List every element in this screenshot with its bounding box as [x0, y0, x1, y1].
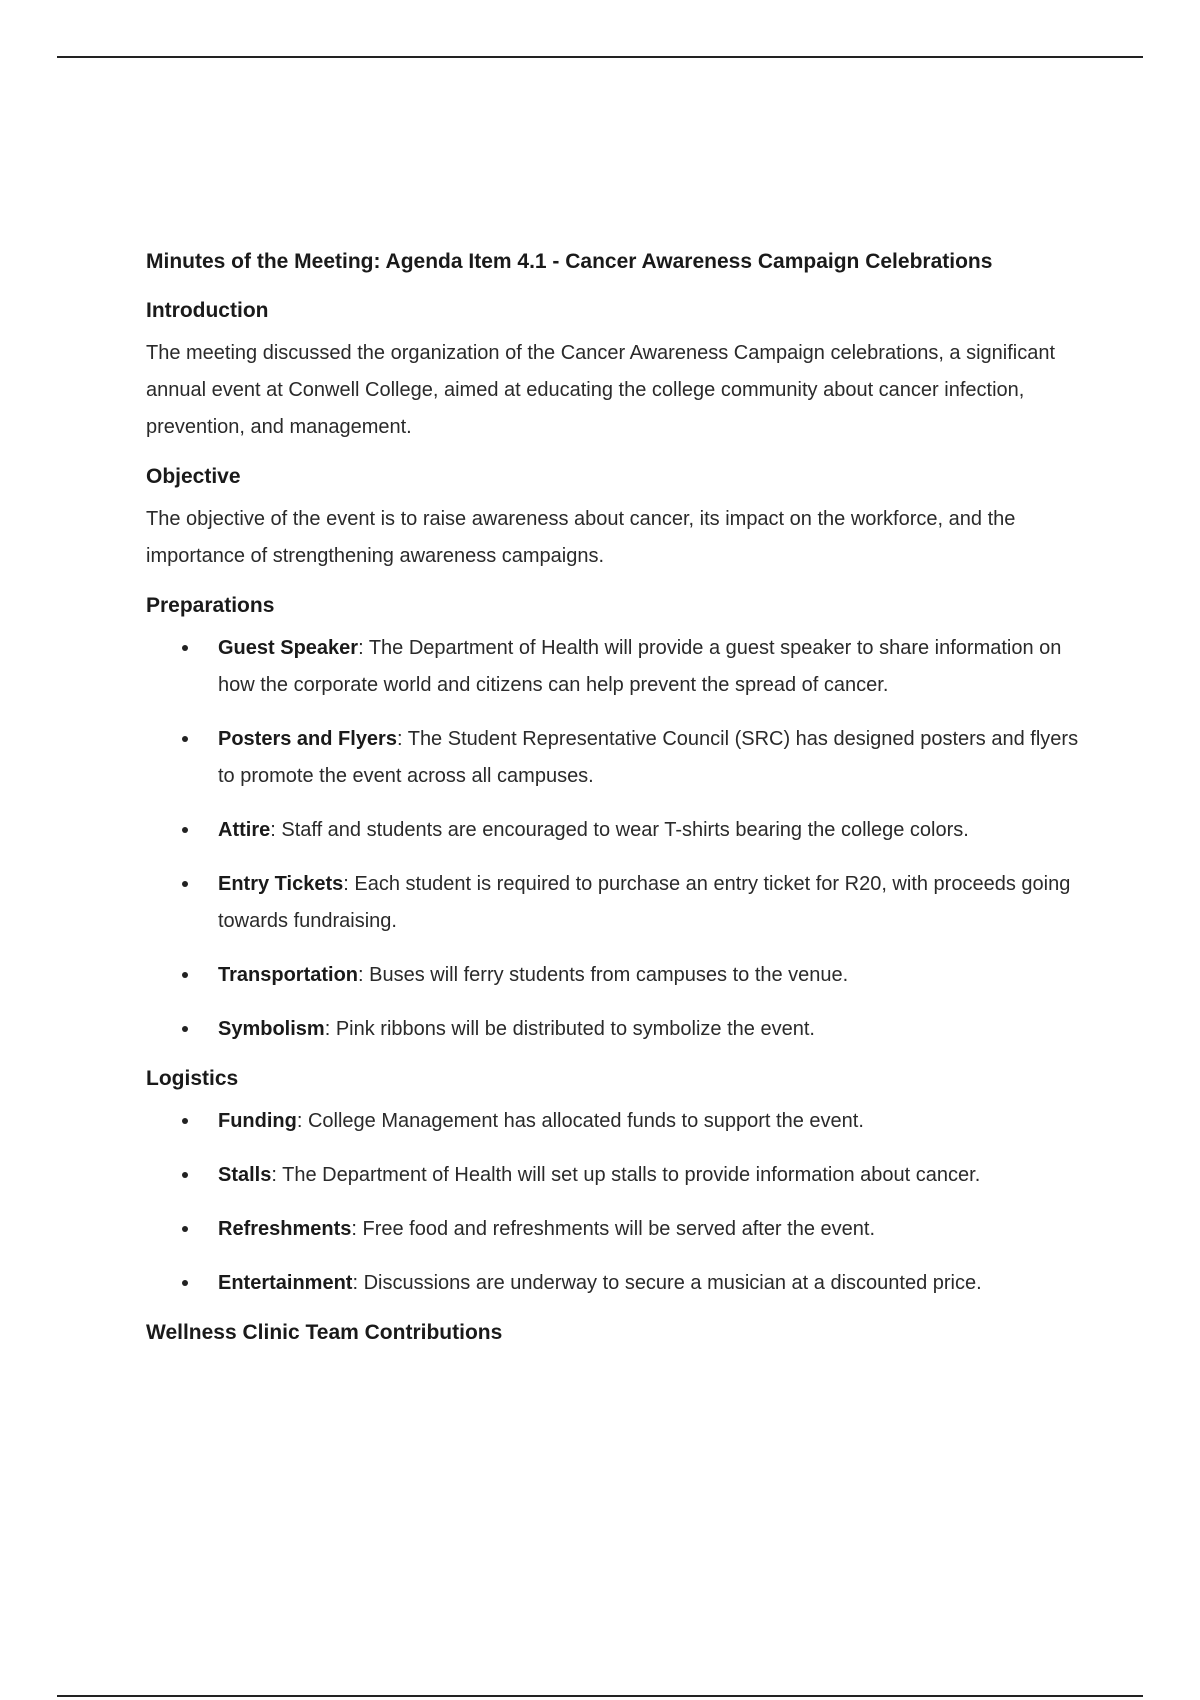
bullet-icon [182, 827, 188, 833]
introduction-text: The meeting discussed the organization of the Cancer Awareness Campaign celebrations, a significant annual event at Conwell College, aimed at educating the college community about cancer infection, prevention, and management. [146, 342, 1056, 438]
bullet-icon [182, 1026, 188, 1032]
item-text: : The Department of Health will set up stalls to provide information about cancer. [271, 1164, 981, 1186]
list-item [146, 630, 1086, 704]
objective-heading: Objective [146, 465, 241, 488]
preparations-list [146, 630, 1086, 1048]
objective-text: The objective of the event is to raise awareness about cancer, its impact on the workforce, and the importance of strengthening awareness campaigns. [146, 508, 1016, 567]
footer-rule [57, 1695, 1143, 1697]
item-term: Funding [218, 1110, 297, 1132]
item-text: : The Student Representative Council (SRC) has designed posters and flyers to promote the event across all campuses. [218, 728, 1079, 787]
item-term: Entry Tickets [218, 873, 344, 895]
list-item [146, 1265, 1086, 1302]
list-item [146, 866, 1086, 940]
logistics-list [146, 1103, 1086, 1302]
list-item [146, 812, 1086, 849]
item-term: Posters and Flyers [218, 728, 397, 750]
preparations-heading: Preparations [146, 594, 275, 617]
item-text: : Buses will ferry students from campuses to the venue. [358, 964, 849, 986]
bullet-icon [182, 736, 188, 742]
list-item [146, 721, 1086, 795]
list-item [146, 1103, 1086, 1140]
list-item [146, 1211, 1086, 1248]
item-text: : Each student is required to purchase an entry ticket for R20, with proceeds going towards fundraising. [218, 873, 1071, 932]
item-term: Entertainment [218, 1272, 353, 1294]
document-title: Minutes of the Meeting: Agenda Item 4.1 - Cancer Awareness Campaign Celebrations [146, 250, 993, 273]
wellness-heading: Wellness Clinic Team Contributions [146, 1321, 503, 1344]
list-item [146, 1157, 1086, 1194]
list-item [146, 957, 1086, 994]
bullet-icon [182, 881, 188, 887]
item-text: : Staff and students are encouraged to wear T-shirts bearing the college colors. [270, 819, 969, 841]
header-rule [57, 56, 1143, 58]
item-term: Refreshments [218, 1218, 352, 1240]
item-text: : The Department of Health will provide a guest speaker to share information on how the corporate world and citizens can help prevent the spread of cancer. [218, 637, 1062, 696]
bullet-icon [182, 1118, 188, 1124]
item-term: Attire [218, 819, 271, 841]
item-term: Symbolism [218, 1018, 325, 1040]
item-text: : College Management has allocated funds to support the event. [296, 1110, 864, 1132]
item-text: : Free food and refreshments will be served after the event. [351, 1218, 875, 1240]
bullet-icon [182, 972, 188, 978]
document-body [146, 248, 1086, 1357]
bullet-icon [182, 1280, 188, 1286]
item-term: Transportation [218, 964, 359, 986]
item-term: Stalls [218, 1164, 272, 1186]
introduction-heading: Introduction [146, 299, 269, 322]
bullet-icon [182, 1172, 188, 1178]
logistics-heading: Logistics [146, 1067, 239, 1090]
item-text: : Discussions are underway to secure a musician at a discounted price. [352, 1272, 982, 1294]
bullet-icon [182, 1226, 188, 1232]
item-term: Guest Speaker [218, 637, 359, 659]
item-text: : Pink ribbons will be distributed to symbolize the event. [324, 1018, 815, 1040]
bullet-icon [182, 645, 188, 651]
list-item [146, 1011, 1086, 1048]
